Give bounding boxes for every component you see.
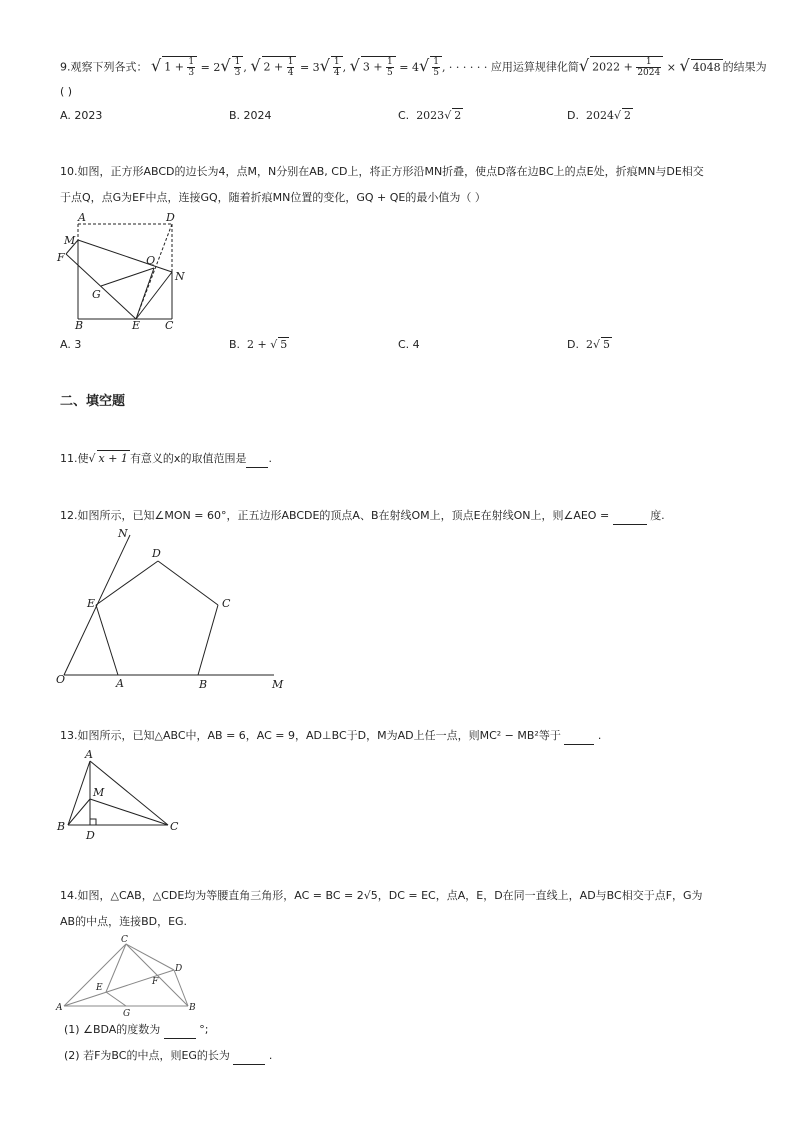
q14-label-e: E xyxy=(96,983,103,993)
q10-label-b: B xyxy=(75,319,84,332)
q14-line2: AB的中点，连接BD，EG. xyxy=(60,915,188,928)
q14-sub1-answer-blank[interactable] xyxy=(164,1022,196,1039)
q14-label-d: D xyxy=(175,964,183,974)
q14-sub1: (1) ∠BDA的度数为 °; xyxy=(64,1022,209,1039)
section-title: 二、填空题 xyxy=(60,394,126,409)
q14-label-f: F xyxy=(152,977,159,987)
q10-line2: 于点Q，点G为EF中点，连接GQ，随着折痕MN位置的变化，GQ + QE的最小值为（ ） xyxy=(60,191,486,204)
q9-series: √ 1 + $\frac{1}{3}$ = 2√ $\frac{1}{3}$ , √ 2 + $\frac{1}{4}$ = 3√ $\frac{1}{4}$ , √ 3 + $\frac{1}{5}$ = 4√ $\frac{1}{5}$ , · · · · · · xyxy=(151,55,491,78)
q9-option-c[interactable]: C. 2023√ 2 xyxy=(398,109,462,122)
q14-side-cb xyxy=(126,944,188,1006)
q12-figure xyxy=(54,525,294,695)
q13-side-ab xyxy=(68,761,90,825)
q14-segment-ce xyxy=(106,944,126,992)
q13-label-d: D xyxy=(86,829,95,842)
q10-segment-gq xyxy=(101,268,154,286)
q12-label-e: E xyxy=(87,597,96,610)
q9-apply: 应用运算规律化简 xyxy=(490,60,579,74)
q12-label-b: B xyxy=(199,678,208,691)
q9-line1 xyxy=(60,56,767,78)
q10-option-b[interactable]: B. 2 + √ 5 xyxy=(229,338,288,351)
q11-answer-blank[interactable] xyxy=(246,451,268,468)
q10-segment-fe xyxy=(66,254,136,319)
q13-label-m: M xyxy=(93,786,105,799)
q14-label-c: C xyxy=(121,935,128,945)
q9-tail: 的结果为 xyxy=(722,60,767,74)
q12-label-n: N xyxy=(118,527,128,540)
q12-answer-blank[interactable] xyxy=(613,508,647,525)
q9-number: 9. xyxy=(60,60,71,74)
q10-line1: 10.如图，正方形ABCD的边长为4，点M，N分别在AB, CD上，将正方形沿MN折叠，使点D落在边BC上的点E处，折痕MN与DE相交 xyxy=(60,165,704,178)
q14-line1: 14.如图，△CAB，△CDE均为等腰直角三角形，AC = BC = 2√5，DC = EC，点A，E，D在同一直线上，AD与BC相交于点F，G为 xyxy=(60,889,703,902)
q14-segment-eg xyxy=(106,992,126,1006)
q10-figure xyxy=(54,210,194,335)
q10-label-a: A xyxy=(78,211,86,224)
q12-label-o: O xyxy=(56,673,66,686)
q10-label-m: M xyxy=(64,234,76,247)
q9-option-d[interactable]: D. 2024√ 2 xyxy=(567,109,631,122)
q9-expression: √ 2022 + $\frac{1}{2024}$ × √ 4048 xyxy=(578,55,721,78)
q13-segment-mb xyxy=(68,799,90,825)
q12-ray-on xyxy=(64,535,130,675)
q12-label-c: C xyxy=(222,597,231,610)
q12-side-ae xyxy=(96,605,118,675)
q12-line: 12.如图所示，已知∠MON = 60°，正五边形ABCDE的顶点A、B在射线OM上，顶点E在射线ON上，则∠AEO = 度. xyxy=(60,508,665,525)
q13-answer-blank[interactable] xyxy=(564,728,594,745)
q14-sub2-answer-blank[interactable] xyxy=(233,1048,265,1065)
q10-label-n: N xyxy=(175,270,185,283)
q13-line: 13.如图所示，已知△ABC中，AB = 6，AC = 9，AD⊥BC于D，M为AD上任一点，则MC² − MB²等于 . xyxy=(60,728,601,745)
q10-label-e: E xyxy=(132,319,141,332)
q10-label-d: D xyxy=(166,211,175,224)
q13-label-b: B xyxy=(57,820,66,833)
q13-figure xyxy=(54,745,184,843)
q10-crease-mn xyxy=(78,240,172,272)
q10-option-a[interactable]: A. 3 xyxy=(60,338,82,351)
q14-segment-bd xyxy=(174,970,188,1006)
q10-segment-en xyxy=(136,272,172,319)
q9-paren: ( ) xyxy=(60,85,73,98)
q10-label-q: Q xyxy=(146,254,156,267)
q12-label-d: D xyxy=(152,547,161,560)
q12-side-ed xyxy=(96,561,158,605)
q11-line: 11.使√ x + 1 有意义的x的取值范围是 . xyxy=(60,450,272,468)
q10-option-c[interactable]: C. 4 xyxy=(398,338,420,351)
q14-figure xyxy=(54,932,204,1022)
q9-lead: 观察下列各式： xyxy=(70,60,148,74)
q10-label-f: F xyxy=(57,251,65,264)
q14-label-b: B xyxy=(189,1003,196,1013)
q10-option-d[interactable]: D. 2√ 5 xyxy=(567,338,610,351)
q14-label-a: A xyxy=(56,1003,63,1013)
q10-label-c: C xyxy=(165,319,174,332)
q14-label-g: G xyxy=(123,1009,131,1019)
q14-side-ac xyxy=(64,944,126,1006)
q9-option-a[interactable]: A. 2023 xyxy=(60,109,103,122)
q13-label-a: A xyxy=(85,748,93,761)
q14-sub2: (2) 若F为BC的中点，则EG的长为 . xyxy=(64,1048,272,1065)
q10-segment-qe xyxy=(136,268,154,319)
q12-side-cb xyxy=(198,605,218,675)
q13-segment-mc xyxy=(90,799,168,825)
q13-right-angle xyxy=(90,819,96,825)
q13-label-c: C xyxy=(170,820,179,833)
q10-label-g: G xyxy=(92,288,101,301)
q12-side-dc xyxy=(158,561,218,605)
q12-label-m: M xyxy=(272,678,284,691)
q14-segment-cd xyxy=(126,944,174,970)
q9-option-b[interactable]: B. 2024 xyxy=(229,109,272,122)
q12-label-a: A xyxy=(116,677,124,690)
